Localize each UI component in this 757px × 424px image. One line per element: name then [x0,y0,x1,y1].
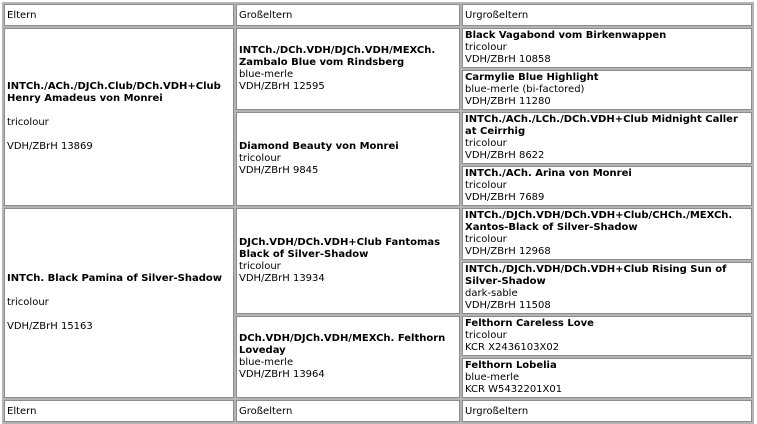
parent-dam-cell [4,208,234,398]
great-grandparent-color: blue-merle (bi-factored) [465,84,585,95]
great-grandparent-reg: KCR W5432201X01 [465,384,563,395]
parent-sire-cell [4,28,234,206]
great-grandparent-name: Felthorn Lobelia [465,360,557,371]
footer-urgrosseltern: Urgroßeltern [462,400,752,422]
footer-eltern: Eltern [4,400,234,422]
great-grandparent-reg: VDH/ZBrH 10858 [465,54,551,65]
great-grandparent-cell [462,166,752,206]
great-grandparent-reg: VDH/ZBrH 8622 [465,150,545,161]
great-grandparent-cell [462,112,752,164]
great-grandparent-reg: VDH/ZBrH 11280 [465,96,551,107]
grandparent-reg: VDH/ZBrH 9845 [239,165,319,176]
great-grandparent-cell [462,358,752,398]
grandparent-name: Diamond Beauty von Monrei [239,141,399,152]
grandparent-reg: VDH/ZBrH 13964 [239,369,325,380]
great-grandparent-name: INTCh./ACh./LCh./DCh.VDH+Club Midnight Caller at Ceirrhig [465,114,738,137]
parent-color: tricolour [7,117,49,128]
great-grandparent-cell [462,28,752,68]
great-grandparent-color: tricolour [465,180,507,191]
great-grandparent-name: Black Vagabond vom Birkenwappen [465,30,667,41]
great-grandparent-name: INTCh./ACh. Arina von Monrei [465,168,632,179]
header-row [4,4,752,26]
pedigree-table [2,2,754,424]
great-grandparent-color: dark-sable [465,288,518,299]
great-grandparent-color: tricolour [465,42,507,53]
great-grandparent-name: Carmylie Blue Highlight [465,72,599,83]
grandparent-color: tricolour [239,261,281,272]
grandparent-cell [236,28,460,110]
great-grandparent-name: INTCh./DJCh.VDH/DCh.VDH+Club/CHCh./MEXCh. Xantos-Black of Silver-Shadow [465,210,733,233]
grandparent-name: INTCh./DCh.VDH/DJCh.VDH/MEXCh. Zambalo Blue vom Rindsberg [239,45,436,68]
header-eltern: Eltern [4,4,234,26]
great-grandparent-cell [462,208,752,260]
header-urgrosseltern: Urgroßeltern [462,4,752,26]
header-grosseltern: Großeltern [236,4,460,26]
great-grandparent-color: tricolour [465,330,507,341]
parent-color: tricolour [7,297,49,308]
grandparent-cell [236,316,460,398]
parent-reg: VDH/ZBrH 15163 [7,321,93,332]
great-grandparent-reg: KCR X2436103X02 [465,342,560,353]
great-grandparent-color: tricolour [465,138,507,149]
great-grandparent-reg: VDH/ZBrH 7689 [465,192,545,203]
grandparent-color: tricolour [239,153,281,164]
grandparent-name: DJCh.VDH/DCh.VDH+Club Fantomas Black of Silver-Shadow [239,237,441,260]
grandparent-reg: VDH/ZBrH 13934 [239,273,325,284]
grandparent-name: DCh.VDH/DJCh.VDH/MEXCh. Felthorn Loveday [239,333,446,356]
great-grandparent-name: INTCh./DJCh.VDH/DCh.VDH+Club Rising Sun of Silver-Shadow [465,264,727,287]
great-grandparent-color: tricolour [465,234,507,245]
grandparent-cell [236,112,460,206]
great-grandparent-cell [462,70,752,110]
great-grandparent-reg: VDH/ZBrH 11508 [465,300,551,311]
parent-name: INTCh./ACh./DJCh.Club/DCh.VDH+Club Henry Amadeus von Monrei [7,81,221,104]
grandparent-reg: VDH/ZBrH 12595 [239,81,325,92]
parent-name: INTCh. Black Pamina of Silver-Shadow [7,273,222,284]
grandparent-color: blue-merle [239,69,294,80]
parent-reg: VDH/ZBrH 13869 [7,141,93,152]
grandparent-cell [236,208,460,314]
great-grandparent-color: blue-merle [465,372,520,383]
grandparent-color: blue-merle [239,357,294,368]
great-grandparent-cell [462,316,752,356]
great-grandparent-reg: VDH/ZBrH 12968 [465,246,551,257]
footer-grosseltern: Großeltern [236,400,460,422]
great-grandparent-cell [462,262,752,314]
great-grandparent-name: Felthorn Careless Love [465,318,594,329]
